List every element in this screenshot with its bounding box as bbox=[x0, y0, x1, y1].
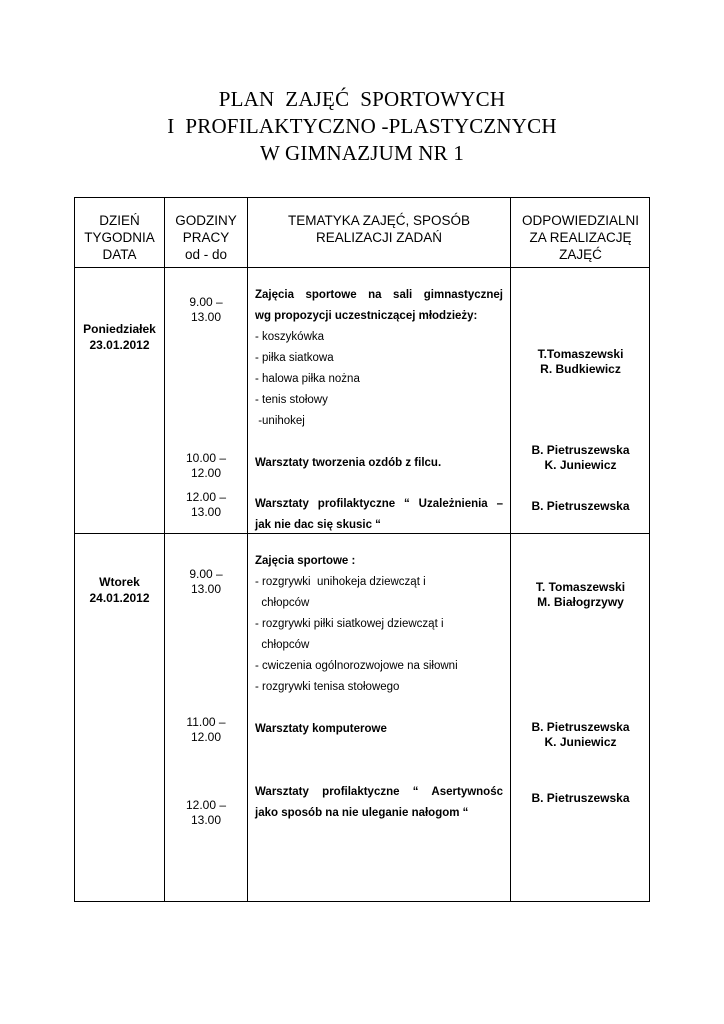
header-topic: TEMATYKA ZAJĘĆ, SPOSÓB REALIZACJI ZADAŃ bbox=[287, 213, 471, 245]
tuesday-s3-topic: Warsztaty profilaktyczne “ Asertywnośc jako sposób na nie uleganie nałogom “ bbox=[255, 786, 503, 819]
header-hours: GODZINY PRACY od - do bbox=[175, 213, 237, 262]
tuesday-s1-time: 9.00 – 13.00 bbox=[189, 567, 223, 596]
monday-s1-time: 9.00 – 13.00 bbox=[189, 295, 223, 324]
title-line-3: W GIMNAZJUM NR 1 bbox=[259, 141, 465, 165]
tuesday-s2-topic: Warsztaty komputerowe bbox=[255, 723, 387, 735]
title-line-2: I PROFILAKTYCZNO -PLASTYCZNYCH bbox=[167, 114, 557, 138]
monday-s2-time: 10.00 – 12.00 bbox=[185, 451, 227, 480]
tuesday-s3-time: 12.00 – 13.00 bbox=[185, 798, 227, 827]
monday-s2-topic: Warsztaty tworzenia ozdób z filcu. bbox=[255, 457, 442, 469]
tuesday-s1-topic: Zajęcia sportowe : - rozgrywki unihokeja dziewcząt i chłopców - rozgrywki piłki siatkowej dziewcząt i chłopców - cwiczenia ogólnorozwojowe na siłowni - rozgrywki tenisa stołowego bbox=[255, 551, 503, 698]
tuesday-day-cell: Wtorek 24.01.2012 bbox=[89, 575, 150, 605]
monday-s3-topic: Warsztaty profilaktyczne “ Uzależnienia – jak nie dac się skusic “ bbox=[255, 498, 503, 531]
monday-s1-topic: Zajęcia sportowe na sali gimnastycznej wg propozycji uczestniczącej młodzieży: - koszykówka - piłka siatkowa - halowa piłka nożna - tenis stołowy -unihokej bbox=[255, 285, 503, 432]
header-divider bbox=[75, 267, 649, 268]
list-item: - halowa piłka nożna bbox=[255, 373, 360, 385]
monday-s2-responsible: B. Pietruszewska K. Juniewicz bbox=[531, 443, 630, 472]
monday-s1-responsible: T.Tomaszewski R. Budkiewicz bbox=[537, 347, 624, 376]
tuesday-s3-responsible: B. Pietruszewska bbox=[531, 791, 630, 805]
list-item: - koszykówka bbox=[255, 331, 325, 343]
list-item: - rozgrywki unihokeja dziewcząt i bbox=[255, 576, 426, 588]
list-item: - rozgrywki tenisa stołowego bbox=[255, 681, 400, 693]
header-responsible: ODPOWIEDZIALNI ZA REALIZACJĘ ZAJĘĆ bbox=[521, 213, 639, 262]
list-item: chłopców bbox=[255, 597, 310, 609]
document-title bbox=[0, 86, 724, 167]
monday-day-cell: Poniedziałek 23.01.2012 bbox=[83, 322, 156, 352]
list-item: -unihokej bbox=[255, 415, 305, 427]
column-divider bbox=[247, 198, 248, 901]
tuesday-s2-responsible: B. Pietruszewska K. Juniewicz bbox=[531, 720, 630, 749]
header-day: DZIEŃ TYGODNIA DATA bbox=[84, 213, 155, 262]
list-item: - rozgrywki piłki siatkowej dziewcząt i bbox=[255, 618, 444, 630]
list-item: chłopców bbox=[255, 639, 310, 651]
list-item: - cwiczenia ogólnorozwojowe na siłowni bbox=[255, 660, 458, 672]
tuesday-s1-responsible: T. Tomaszewski M. Białogrzywy bbox=[535, 580, 626, 609]
monday-s3-time: 12.00 – 13.00 bbox=[185, 490, 227, 519]
schedule-table bbox=[74, 197, 650, 902]
title-line-1: PLAN ZAJĘĆ SPORTOWYCH bbox=[218, 87, 506, 111]
list-item: - piłka siatkowa bbox=[255, 352, 334, 364]
list-item: - tenis stołowy bbox=[255, 394, 328, 406]
monday-s3-responsible: B. Pietruszewska bbox=[531, 499, 630, 513]
tuesday-s2-time: 11.00 – 12.00 bbox=[186, 715, 226, 744]
